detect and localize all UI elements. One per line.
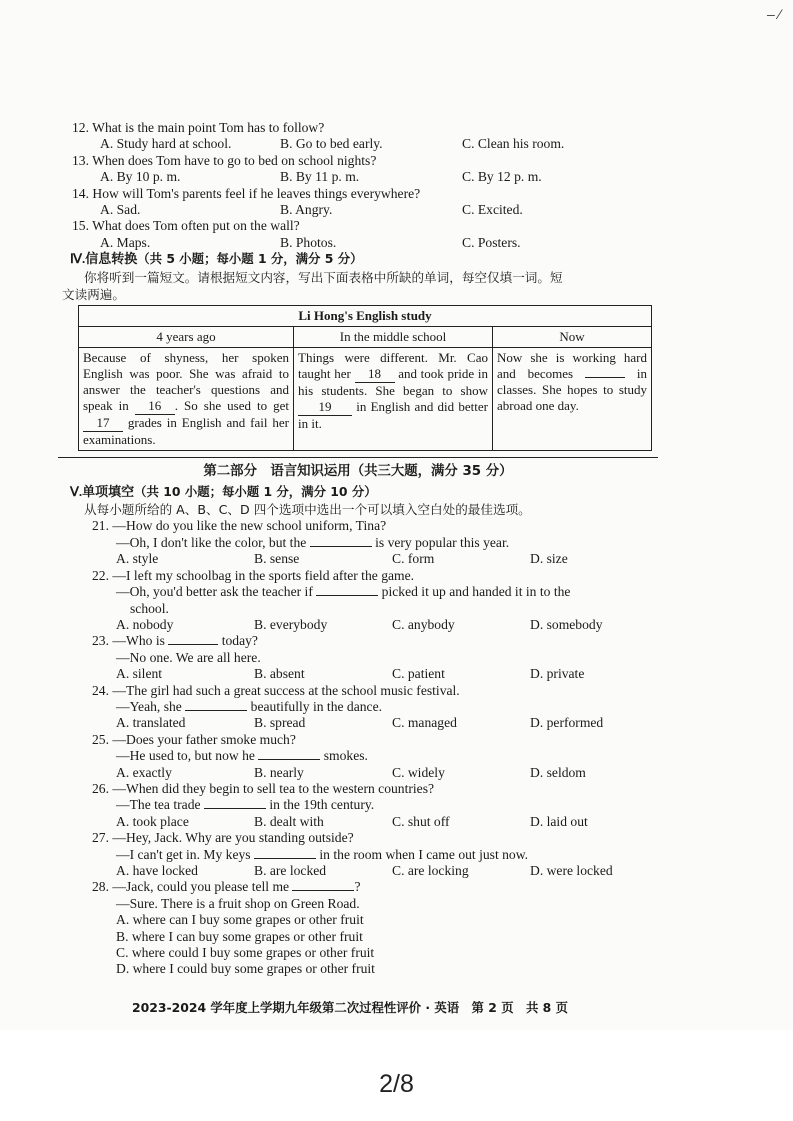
option-b: B. everybody	[254, 616, 328, 632]
answer-blank[interactable]	[168, 634, 218, 645]
option-b: B. dealt with	[254, 813, 324, 829]
section-note: （共 10 小题；每小题 1 分，满分 10 分）	[134, 484, 377, 500]
question-12	[58, 120, 668, 153]
option-b: B. absent	[254, 666, 305, 682]
question-line: —Sure. There is a fruit shop on Green Road.	[116, 895, 360, 911]
question-15	[58, 218, 668, 251]
blank-20[interactable]	[585, 377, 625, 378]
option-b: B. By 11 p. m.	[280, 169, 360, 185]
answer-blank[interactable]	[258, 749, 320, 760]
table-cell-middle-school: Things were different. Mr. Cao taught her 18 and took pride in his students. She began to show 19 in English and did better in it.	[294, 347, 493, 450]
question-line: 28. —Jack, could you please tell me ?	[92, 879, 361, 895]
option-b: B. Angry.	[280, 202, 333, 218]
answer-blank[interactable]	[310, 536, 372, 547]
question-line: —No one. We are all here.	[116, 649, 261, 665]
table-header: In the middle school	[294, 326, 493, 347]
question-line: school.	[130, 600, 169, 616]
option-d: D. were locked	[530, 863, 613, 878]
option-c: C. where could I buy some grapes or other fruit	[116, 945, 375, 961]
table-header: 4 years ago	[79, 326, 294, 347]
part-2-name: 第二部分 语言知识运用	[203, 463, 351, 479]
section-4-title	[58, 251, 668, 268]
options	[58, 765, 668, 781]
option-a: A. Sad.	[100, 202, 141, 218]
question-26	[58, 781, 668, 830]
answer-blank[interactable]	[204, 798, 266, 809]
option-a: A. Maps.	[100, 234, 151, 250]
question-line: 26. —When did they begin to sell tea to the western countries?	[92, 780, 435, 796]
section-5-title	[58, 484, 668, 501]
answer-blank[interactable]	[292, 880, 354, 891]
option-c: C. By 12 p. m.	[462, 169, 542, 185]
question-stem: 14. How will Tom's parents feel if he leaves things everywhere?	[72, 185, 421, 201]
question-stem: 15. What does Tom often put on the wall?	[72, 218, 300, 234]
question-line: 27. —Hey, Jack. Why are you standing outside?	[92, 830, 354, 846]
options	[58, 715, 668, 731]
blank-16[interactable]: 16	[135, 398, 175, 415]
question-23	[58, 633, 668, 682]
question-stem: 12. What is the main point Tom has to follow?	[72, 120, 325, 135]
option-c: C. patient	[392, 666, 445, 682]
option-a: A. exactly	[116, 764, 172, 780]
question-21	[58, 518, 668, 567]
options	[58, 169, 668, 185]
option-c: C. Posters.	[462, 234, 521, 250]
option-a: A. took place	[116, 813, 189, 829]
table-cell-4-years-ago: Because of shyness, her spoken English was poor. She was afraid to answer the teacher's questions and speak in 16 . So she used to get 17 grades in English and fail her examinations.	[79, 347, 294, 450]
question-line: 24. —The girl had such a great success at the school music festival.	[92, 682, 460, 698]
question-14	[58, 186, 668, 219]
option-c: C. are locking	[392, 863, 469, 878]
question-line: —Yeah, she beautifully in the dance.	[116, 698, 383, 714]
exam-content	[58, 120, 668, 978]
option-d: D. somebody	[530, 616, 603, 632]
option-d: D. size	[530, 551, 568, 567]
section-4-instruction: 你将听到一篇短文。请根据短文内容，写出下面表格中所缺的单词，每空仅填一词。短	[84, 269, 563, 285]
listening-questions	[58, 120, 668, 251]
options	[58, 666, 668, 682]
question-line: 23. —Who is today?	[92, 633, 258, 649]
option-b: B. are locked	[254, 863, 327, 878]
options	[58, 551, 668, 567]
question-line: 25. —Does your father smoke much?	[92, 731, 296, 747]
question-line: 22. —I left my schoolbag in the sports field after the game.	[92, 567, 415, 583]
section-number: Ⅴ.	[70, 484, 83, 500]
question-22	[58, 568, 668, 634]
corner-pen-mark: – ⁄	[766, 6, 781, 22]
table-title: Li Hong's English study	[79, 305, 652, 326]
section-number: Ⅳ.	[70, 251, 86, 267]
table-header: Now	[493, 326, 652, 347]
answer-blank[interactable]	[316, 585, 378, 596]
option-c: C. managed	[392, 715, 457, 731]
option-b: B. nearly	[254, 764, 304, 780]
option-a: A. Study hard at school.	[100, 136, 232, 152]
option-a: A. By 10 p. m.	[100, 169, 181, 185]
option-b: B. Go to bed early.	[280, 136, 383, 152]
page-footer: 2023-2024 学年度上学期九年级第二次过程性评价 · 英语 第 2 页 共 8 页	[131, 1000, 569, 1015]
option-d: D. seldom	[530, 764, 586, 780]
section-note: （共 5 小题；每小题 1 分，满分 5 分）	[137, 251, 363, 267]
page-number: 2/8	[379, 1070, 414, 1098]
option-c: C. shut off	[392, 813, 450, 829]
options	[58, 235, 668, 251]
option-a: A. have locked	[116, 863, 198, 878]
part-2-title	[58, 457, 658, 480]
option-a: A. silent	[116, 666, 163, 682]
question-line: —I can't get in. My keys in the room when I came out just now.	[116, 846, 529, 862]
question-line: —The tea trade in the 19th century.	[116, 797, 375, 813]
question-27	[58, 830, 668, 879]
section-name: 单项填空	[82, 485, 135, 501]
question-13	[58, 153, 668, 186]
option-b: B. Photos.	[280, 234, 337, 250]
blank-19[interactable]: 19	[298, 399, 352, 416]
answer-blank[interactable]	[254, 848, 316, 859]
blank-18[interactable]: 18	[355, 366, 395, 383]
section-name: 信息转换	[85, 252, 138, 268]
question-line: —He used to, but now he smokes.	[116, 748, 368, 764]
info-table	[78, 305, 652, 451]
section-4-instruction-cont: 文读两遍。	[62, 286, 125, 302]
question-25	[58, 732, 668, 781]
question-line: 21. —How do you like the new school uniform, Tina?	[92, 518, 387, 534]
option-c: C. Clean his room.	[462, 136, 565, 152]
question-line: —Oh, you'd better ask the teacher if picked it up and handed it in to the	[116, 584, 571, 600]
question-24	[58, 683, 668, 732]
option-a: A. nobody	[116, 616, 174, 632]
option-d: D. laid out	[530, 813, 588, 829]
options	[58, 617, 668, 633]
options	[58, 863, 668, 879]
question-28	[58, 879, 668, 977]
answer-blank[interactable]	[185, 700, 247, 711]
option-c: C. anybody	[392, 616, 455, 632]
options	[58, 136, 668, 152]
options	[58, 814, 668, 830]
question-line: —Oh, I don't like the color, but the is very popular this year.	[116, 534, 510, 550]
option-c: C. Excited.	[462, 202, 523, 218]
question-stem: 13. When does Tom have to go to bed on school nights?	[72, 152, 377, 168]
option-b: B. sense	[254, 551, 300, 567]
option-a: A. where can I buy some grapes or other fruit	[116, 912, 364, 928]
multiple-choice-questions	[58, 518, 668, 977]
options	[58, 202, 668, 218]
blank-17[interactable]: 17	[83, 415, 123, 432]
part-2-note: （共三大题，满分 35 分）	[350, 463, 513, 479]
option-a: A. translated	[116, 715, 186, 731]
table-cell-now: Now she is working hard and becomes in classes. She hopes to study abroad one day.	[493, 347, 652, 450]
option-a: A. style	[116, 551, 159, 567]
option-c: C. widely	[392, 764, 445, 780]
option-b: B. where I can buy some grapes or other fruit	[116, 928, 363, 944]
option-d: D. private	[530, 666, 585, 682]
option-b: B. spread	[254, 715, 306, 731]
option-d: D. where I could buy some grapes or other fruit	[116, 961, 375, 977]
option-d: D. performed	[530, 715, 604, 731]
option-c: C. form	[392, 551, 435, 567]
section-5-instruction: 从每小题所给的 A、B、C、D 四个选项中选出一个可以填入空白处的最佳选项。	[84, 502, 531, 518]
